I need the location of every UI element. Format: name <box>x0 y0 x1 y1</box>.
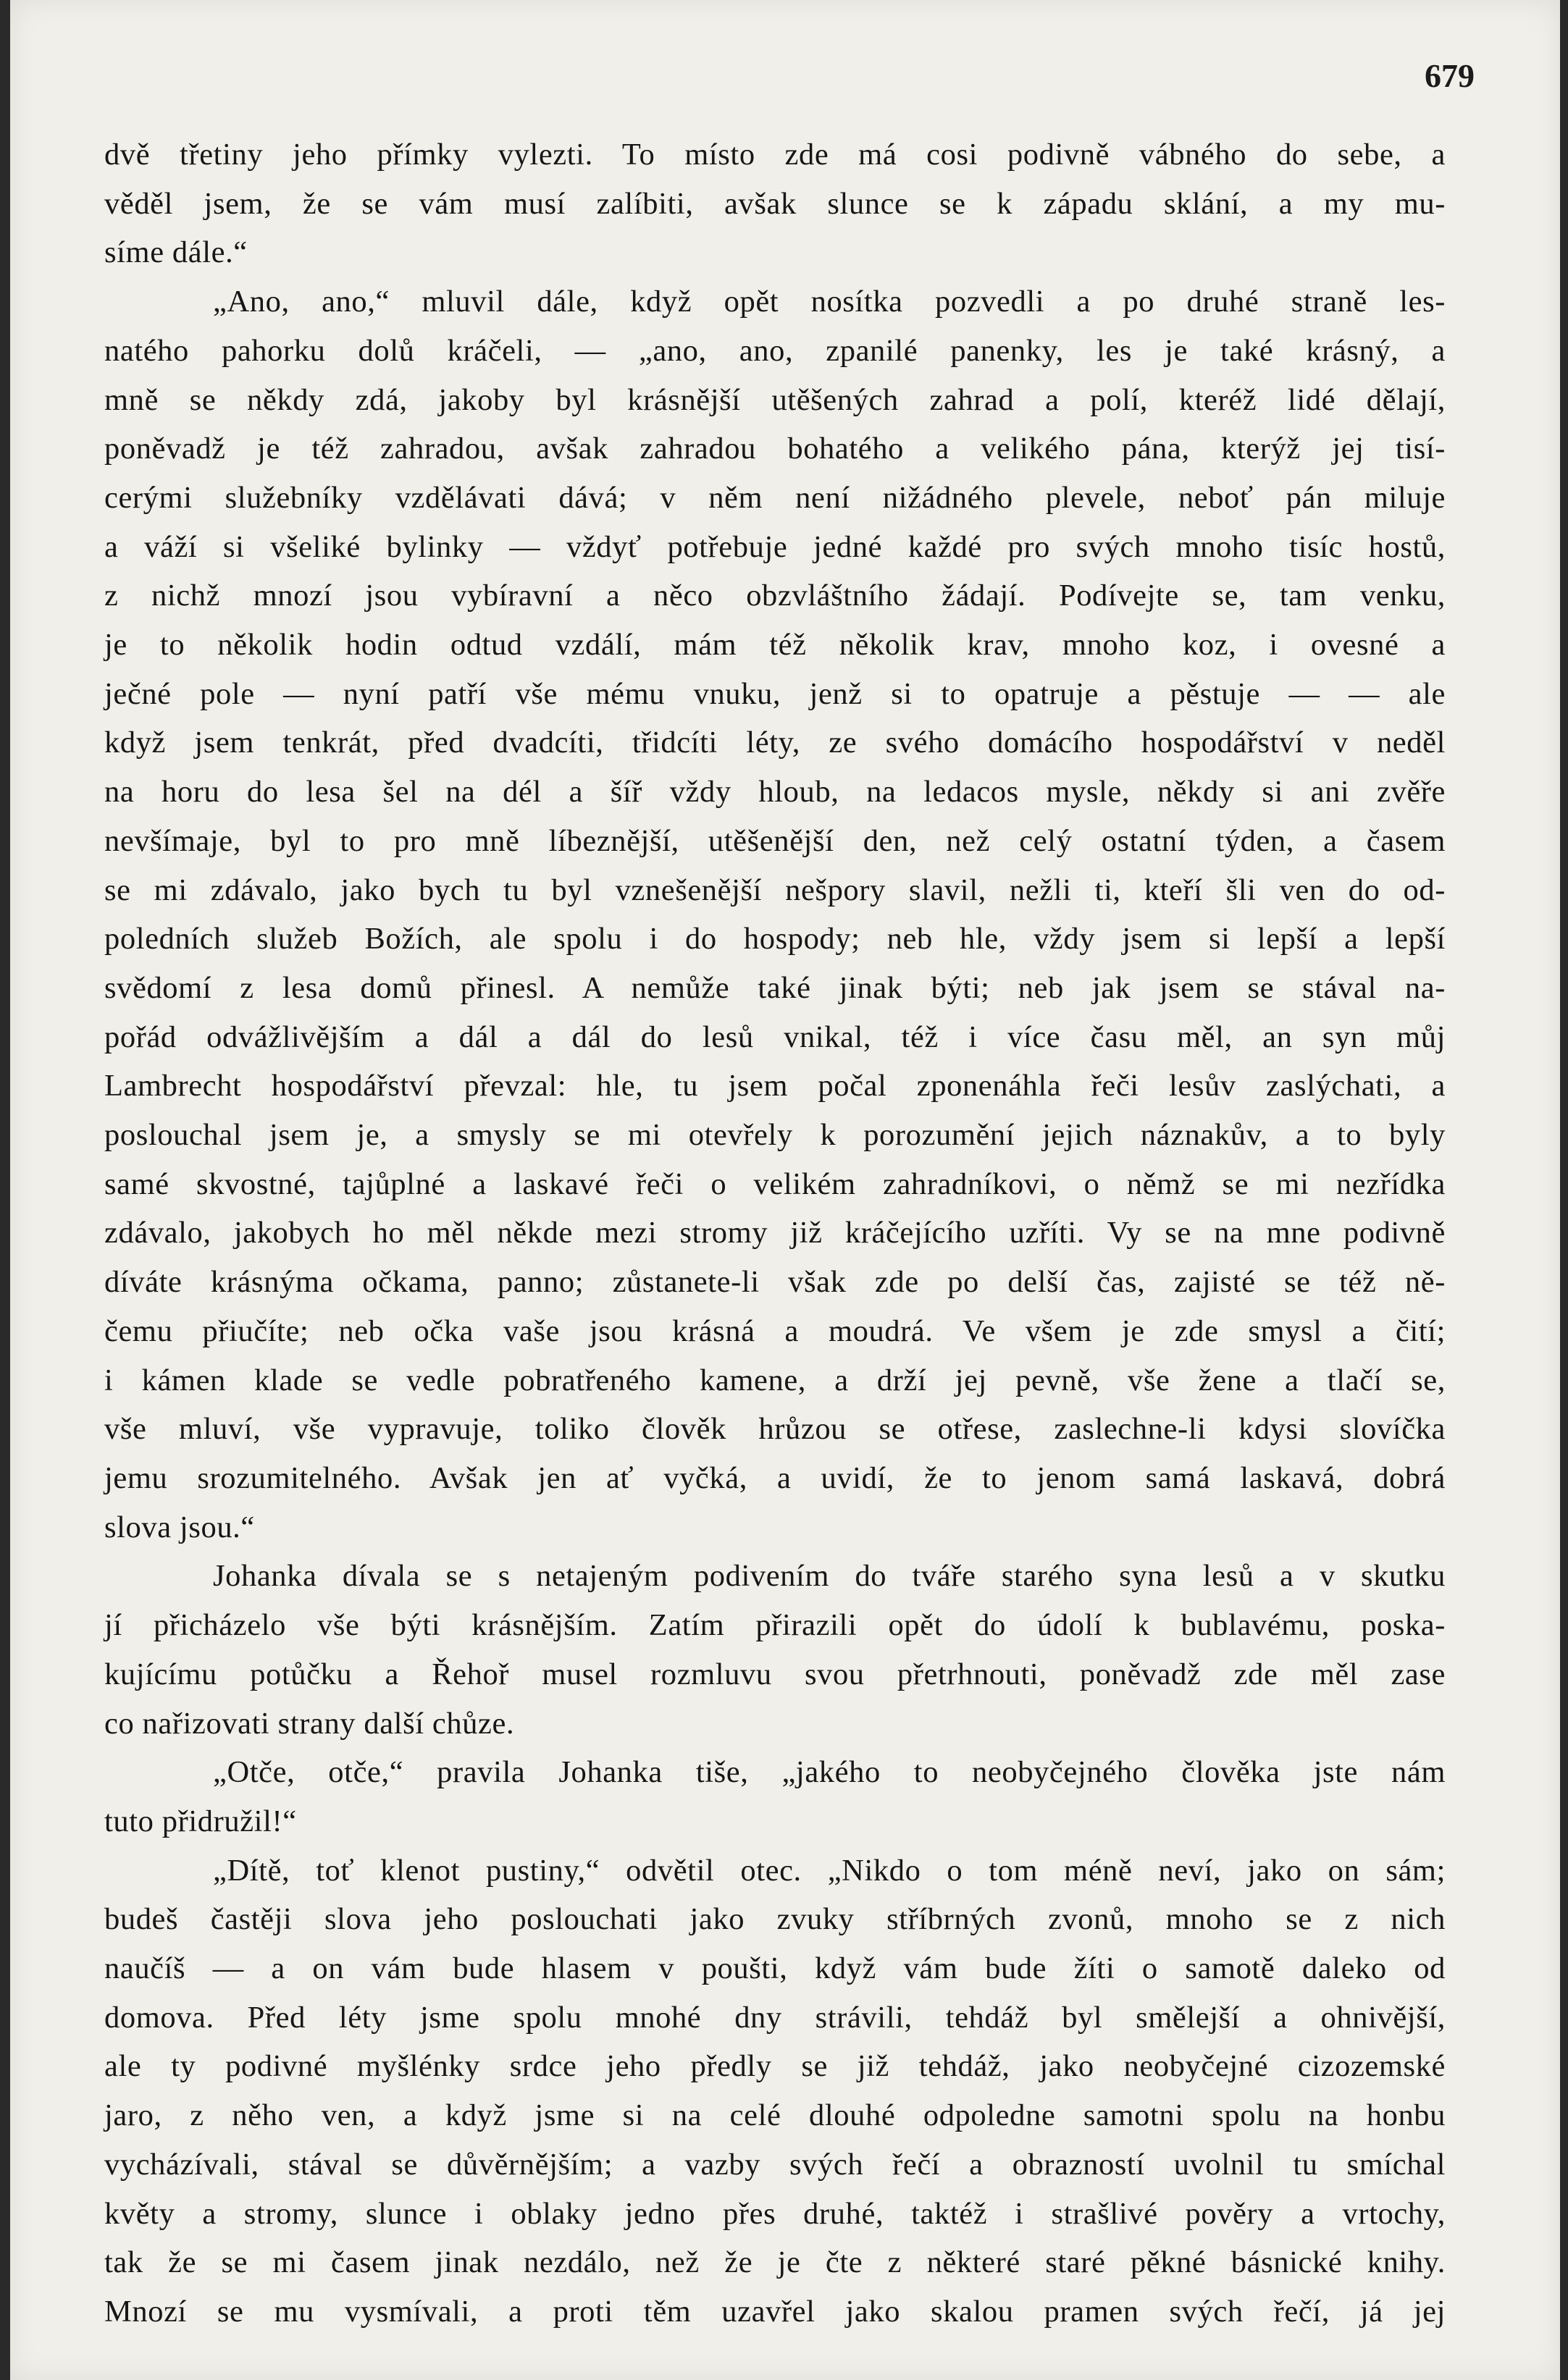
text-line: z nichž mnozí jsou vybíravní a něco obzvláštního žádají. Podívejte se, tam venku, <box>104 579 1446 613</box>
text-line: a váží si všeliké bylinky — vždyť potřebuje jedné každé pro svých mnoho tisíc hostů, <box>104 529 1446 564</box>
text-line: „Dítě, toť klenot pustiny,“ odvětil otec. „Nikdo o tom méně neví, jako on sám; <box>213 1853 1446 1888</box>
text-line: cerými služebníky vzdělávati dává; v něm není nižádného plevele, neboť pán miluje <box>104 480 1446 515</box>
text-line: jemu srozumitelného. Avšak jen ať vyčká, a uvidí, že to jenom samá laskavá, dobrá <box>104 1460 1446 1495</box>
text-line: vše mluví, vše vypravuje, toliko člověk hrůzou se otřese, zaslechne-li kdysi slovíčka <box>104 1412 1446 1447</box>
text-line: Mnozí se mu vysmívali, a proti těm uzavřel jako skalou pramen svých řečí, já jej <box>104 2294 1446 2329</box>
page-number: 679 <box>1425 57 1475 94</box>
text-line: budeš častěji slova jeho poslouchati jako zvuky stříbrných zvonů, mnoho se z nich <box>104 1902 1446 1937</box>
text-line: poslouchal jsem je, a smysly se mi otevřely k porozumění jejich náznakův, a to byly <box>104 1118 1446 1153</box>
text-line: když jsem tenkrát, před dvadcíti, třidcíti léty, ze svého domácího hospodářství v neděl <box>104 726 1446 760</box>
text-line: se mi zdávalo, jako bych tu byl vznešenější nešpory slavil, nežli ti, kteří šli ven do od- <box>104 872 1446 907</box>
text-line: síme dále.“ <box>104 235 248 270</box>
text-line: tak že se mi časem jinak nezdálo, než že je čte z některé staré pěkné básnické knihy. <box>104 2245 1446 2280</box>
text-line: poledních služeb Božích, ale spolu i do hospody; neb hle, vždy jsem si lepší a lepší <box>104 922 1446 956</box>
text-line: svědomí z lesa domů přinesl. A nemůže také jinak býti; neb jak jsem se stával na- <box>104 970 1446 1005</box>
body-text <box>104 130 1446 2337</box>
text-line: „Ano, ano,“ mluvil dále, když opět nosítka pozvedli a po druhé straně les- <box>213 285 1446 319</box>
book-page <box>10 0 1560 2380</box>
text-line: domova. Před léty jsme spolu mnohé dny strávili, tehdáž byl smělejší a ohnivější, <box>104 2000 1446 2035</box>
text-line: samé skvostné, tajůplné a laskavé řeči o velikém zahradníkovi, o němž se mi nezřídka <box>104 1166 1446 1201</box>
text-line: jí přicházelo vše býti krásnějším. Zatím přirazili opět do údolí k bublavému, poska- <box>104 1608 1446 1643</box>
text-line: dvě třetiny jeho přímky vylezti. To místo zde má cosi podivně vábného do sebe, a <box>104 138 1446 172</box>
text-line: mně se někdy zdá, jakoby byl krásnější utěšených zahrad a polí, kteréž lidé dělají, <box>104 382 1446 417</box>
text-line: na horu do lesa šel na dél a šíř vždy hloub, na ledacos mysle, někdy si ani zvěře <box>104 775 1446 810</box>
text-line: díváte krásnýma očkama, panno; zůstanete-li však zde po delší čas, zajisté se též ně- <box>104 1265 1446 1300</box>
text-line: tuto přidružil!“ <box>104 1804 297 1838</box>
text-line: „Otče, otče,“ pravila Johanka tiše, „jakého to neobyčejného člověka jste nám <box>213 1755 1446 1790</box>
text-line: nevšímaje, byl to pro mně líbeznější, utěšenější den, než celý ostatní týden, a časem <box>104 823 1446 858</box>
text-line: věděl jsem, že se vám musí zalíbiti, avšak slunce se k západu sklání, a my mu- <box>104 186 1446 221</box>
text-line: poněvadž je též zahradou, avšak zahradou bohatého a velikého pána, kterýž jej tisí- <box>104 432 1446 466</box>
text-line: i kámen klade se vedle pobratřeného kamene, a drží jej pevně, vše žene a tlačí se, <box>104 1363 1446 1397</box>
text-line: kujícímu potůčku a Řehoř musel rozmluvu svou přetrhnouti, poněvadž zde měl zase <box>104 1657 1446 1691</box>
text-line: Lambrecht hospodářství převzal: hle, tu jsem počal zponenáhla řeči lesův zaslýchati, a <box>104 1069 1446 1103</box>
text-line: je to několik hodin odtud vzdálí, mám též několik krav, mnoho koz, i ovesné a <box>104 628 1446 663</box>
text-line: vycházívali, stával se důvěrnějším; a vazby svých řečí a obrazností uvolnil tu smíchal <box>104 2147 1446 2182</box>
text-line: květy a stromy, slunce i oblaky jedno přes druhé, taktéž i strašlivé pověry a vrtochy, <box>104 2196 1446 2231</box>
text-line: pořád odvážlivějším a dál a dál do lesů vnikal, též i více času měl, an syn můj <box>104 1019 1446 1054</box>
text-line: natého pahorku dolů kráčeli, — „ano, ano, zpanilé panenky, les je také krásný, a <box>104 333 1446 368</box>
text-line: ale ty podivné myšlénky srdce jeho předly se již tehdáž, jako neobyčejné cizozemské <box>104 2049 1446 2084</box>
text-line: jaro, z něho ven, a když jsme si na celé dlouhé odpoledne samotni spolu na honbu <box>104 2098 1446 2133</box>
text-line: naučíš — a on vám bude hlasem v poušti, když vám bude žíti o samotě daleko od <box>104 1951 1446 1986</box>
text-line: čemu přiučíte; neb očka vaše jsou krásná a moudrá. Ve všem je zde smysl a čití; <box>104 1313 1446 1348</box>
text-line: slova jsou.“ <box>104 1510 255 1544</box>
text-line: co nařizovati strany další chůze. <box>104 1706 515 1741</box>
text-line: Johanka dívala se s netajeným podivením do tváře starého syna lesů a v skutku <box>213 1559 1446 1594</box>
text-line: zdávalo, jakobych ho měl někde mezi stromy již kráčejícího uzříti. Vy se na mne podivně <box>104 1216 1446 1250</box>
text-line: ječné pole — nyní patří vše mému vnuku, jenž si to opatruje a pěstuje — — ale <box>104 676 1446 711</box>
